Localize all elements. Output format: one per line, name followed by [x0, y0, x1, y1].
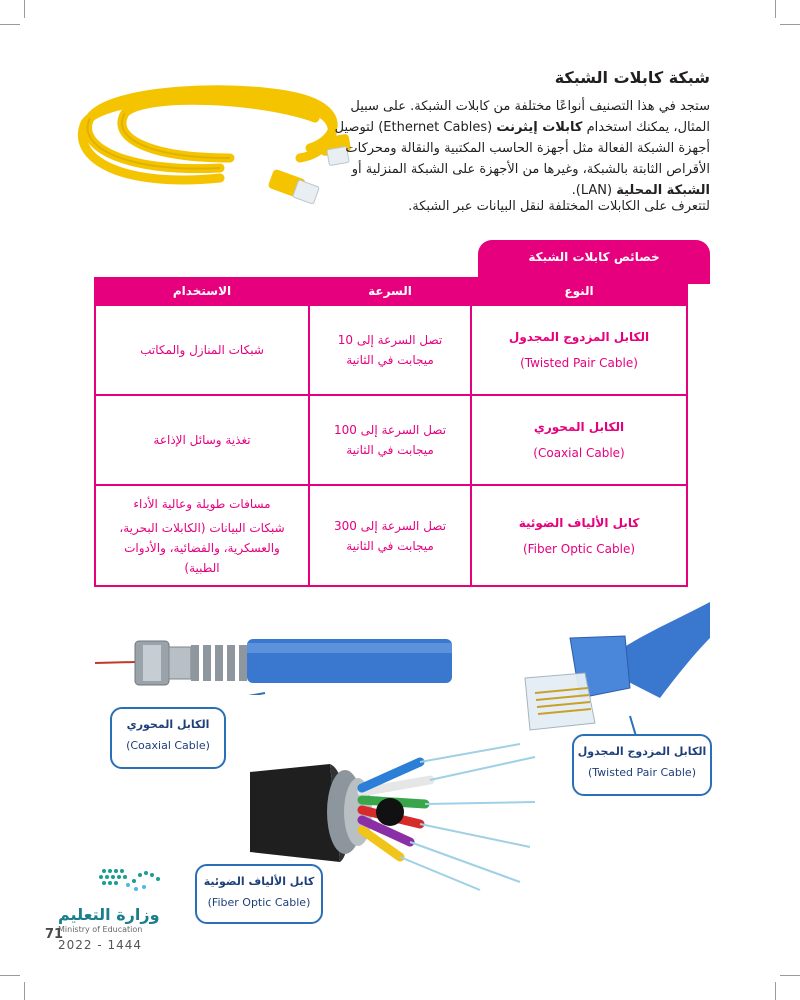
table-row-3-speed: تصل السرعة إلى 300 ميجابت في الثانية [333, 518, 447, 553]
column-divider [308, 279, 310, 585]
callout-coaxial: الكابل المحوري (Coaxial Cable) [110, 707, 226, 769]
table-row-3-type: كابل الألياف الضوئية (Fiber Optic Cable) [518, 515, 640, 556]
crop-mark [780, 24, 800, 25]
crop-mark [780, 975, 800, 976]
table-row-3-usage: مسافات طويلة وعالية الأداء شبكات البيانات (الكابلات البحرية، والعسكرية، والفضائية، والأدوات الطبية) [119, 496, 285, 575]
edition-year: 2022 - 1444 [58, 938, 143, 952]
ministry-logo-dots-icon [56, 865, 166, 905]
table-row-2-speed: تصل السرعة إلى 100 ميجابت في الثانية [333, 423, 447, 457]
twisted-pair-cable-image [510, 598, 715, 748]
header-usage: الاستخدام [172, 284, 232, 298]
crop-mark [24, 982, 25, 1000]
ministry-name-english: Ministry of Education [58, 925, 143, 934]
crop-mark [0, 24, 20, 25]
crop-mark [24, 0, 25, 18]
crop-mark [775, 982, 776, 1000]
table-row-2-type: الكابل المحوري (Coaxial Cable) [533, 420, 625, 460]
crop-mark [0, 975, 20, 976]
table-header-row [96, 279, 686, 306]
page-title: شبكة كابلات الشبكة [554, 68, 710, 87]
page-number: 71 [45, 927, 64, 942]
ministry-name-arabic: وزارة التعليم [58, 905, 160, 924]
table-row-1-usage: شبكات المنازل والمكاتب [140, 343, 264, 357]
table-tab-label: خصائص كابلات الشبكة [478, 240, 710, 284]
callout-twisted-pair: الكابل المزدوج المجدول (Twisted Pair Cable) [572, 734, 712, 796]
intro-paragraph: ستجد في هذا التصنيف أنواعًا مختلفة من كابلات الشبكة. على سبيل المثال، يمكنك استخدام كابلات إيثرنت (Ethernet Cables) لتوصيل أجهزة الشبكة الفعالة مثل أجهزة الحاسب المكتبية والنقالة ومحركات الأقراص الثابتة بالشبكة، وغيرها من الأجهزة على الشبكة المنزلية أو الشبكة المحلية (LAN). [334, 99, 710, 198]
crop-mark [775, 0, 776, 18]
coaxial-cable-image [95, 615, 460, 695]
sub-paragraph: لتتعرف على الكابلات المختلفة لنقل البيانات عبر الشبكة. [408, 199, 710, 214]
table-row-1-speed: تصل السرعة إلى 10 ميجابت في الثانية [337, 333, 443, 367]
callout-fiber-optic: كابل الألياف الضوئية (Fiber Optic Cable) [195, 864, 323, 924]
table-row-1-type: الكابل المزدوج المجدول (Twisted Pair Cable) [508, 330, 650, 370]
header-speed: السرعة [368, 284, 412, 298]
table-row-2-usage: تغذية وسائل الإذاعة [153, 433, 251, 447]
header-type: النوع [564, 284, 594, 298]
cable-properties-table [94, 277, 688, 587]
